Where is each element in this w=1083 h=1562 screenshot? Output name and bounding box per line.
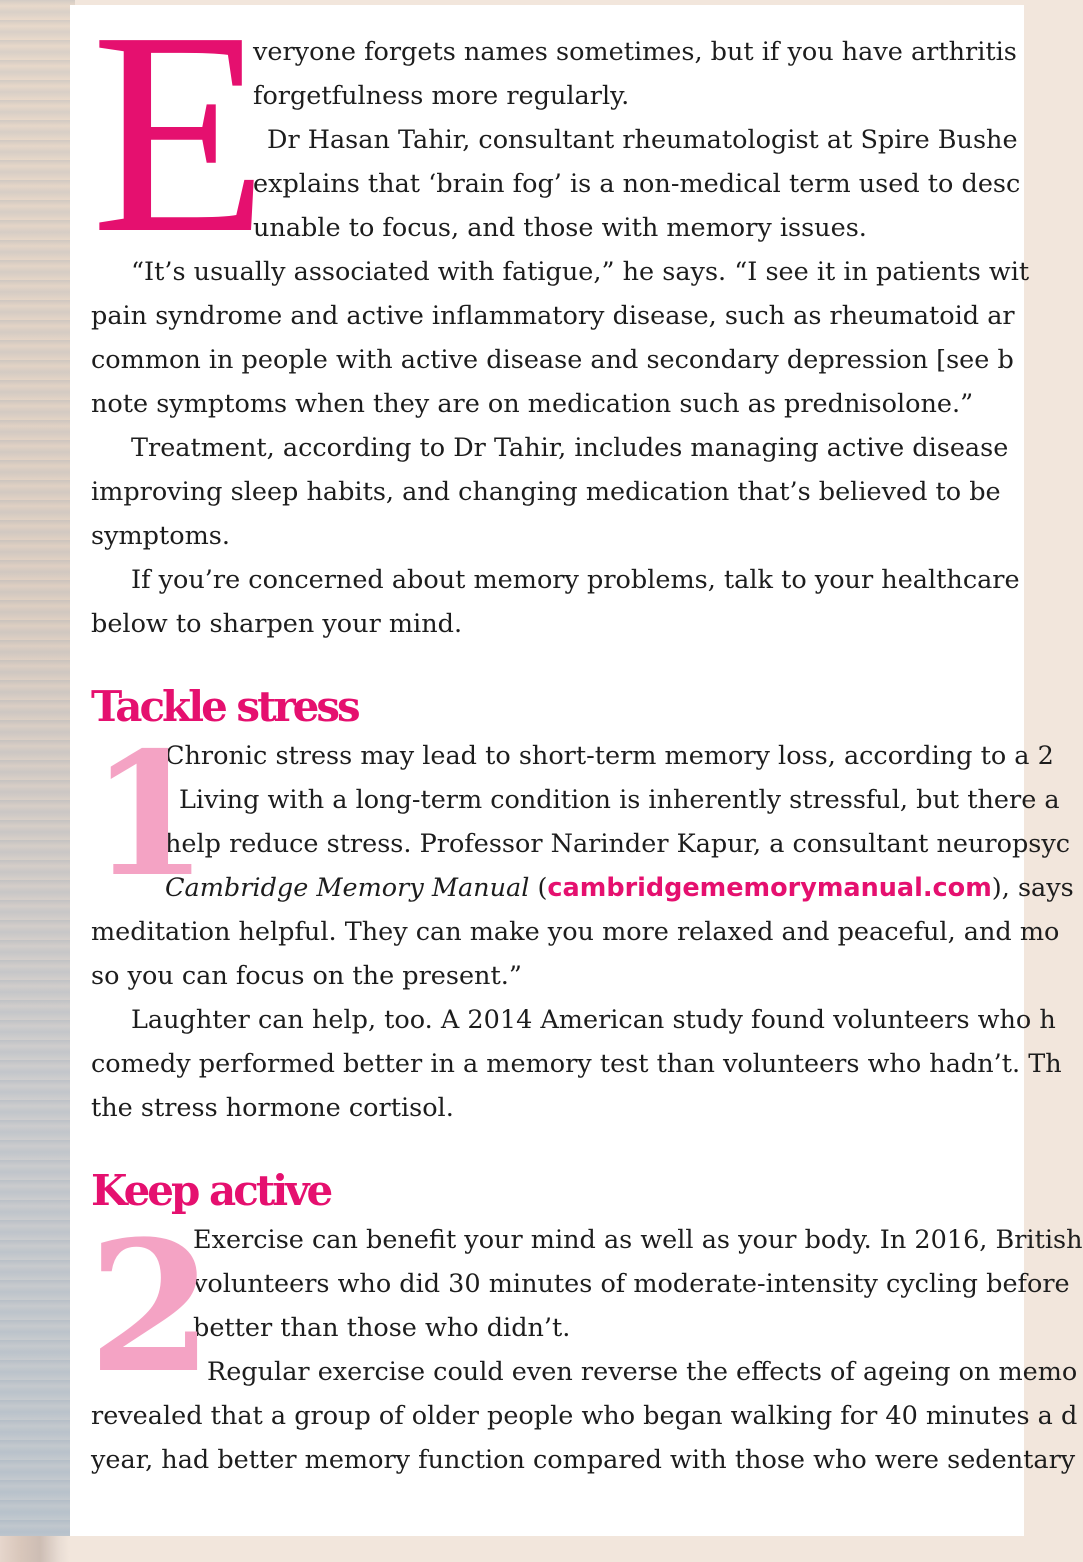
section-line: Regular exercise could even reverse the effects of ageing on memo <box>207 1357 1078 1387</box>
paragraph-line: pain syndrome and active inflammatory disease, such as rheumatoid ar <box>91 301 1015 331</box>
intro-line: veryone forgets names sometimes, but if you have arthritis <box>253 37 1017 67</box>
book-title: Cambridge Memory Manual <box>165 873 530 903</box>
website-link[interactable]: cambridgememorymanual.com <box>547 873 992 903</box>
section-line: year, had better memory function compared with those who were sedentary <box>91 1445 1076 1475</box>
paragraph-line: note symptoms when they are on medication such as prednisolone.” <box>91 389 974 419</box>
section-line: Laughter can help, too. A 2014 American study found volunteers who h <box>131 1005 1056 1035</box>
section-line: volunteers who did 30 minutes of moderate-intensity cycling before <box>193 1269 1070 1299</box>
paragraph-line: “It’s usually associated with fatigue,” he says. “I see it in patients wit <box>131 257 1030 287</box>
section-line: better than those who didn’t. <box>193 1313 571 1343</box>
section-line: comedy performed better in a memory test than volunteers who hadn’t. Th <box>91 1049 1062 1079</box>
paragraph-line: common in people with active disease and secondary depression [see b <box>91 345 1014 375</box>
intro-line: unable to focus, and those with memory issues. <box>253 213 867 243</box>
section-line <box>165 866 1074 910</box>
heading-keep-active: Keep active <box>91 1166 331 1215</box>
background-texture <box>0 0 75 1536</box>
intro-line: forgetfulness more regularly. <box>253 81 630 111</box>
intro-line: Dr Hasan Tahir, consultant rheumatologist at Spire Bushe <box>267 125 1018 155</box>
section-line: Living with a long-term condition is inherently stressful, but there a <box>179 785 1060 815</box>
heading-tackle-stress: Tackle stress <box>91 682 358 731</box>
paragraph-line: improving sleep habits, and changing medication that’s believed to be <box>91 477 1001 507</box>
paragraph-line: Treatment, according to Dr Tahir, includes managing active disease <box>131 433 1009 463</box>
paragraph-line: symptoms. <box>91 521 230 551</box>
section-line: revealed that a group of older people who began walking for 40 minutes a d <box>91 1401 1078 1431</box>
heading-next-section <box>91 1512 103 1562</box>
section-line: Exercise can benefit your mind as well as your body. In 2016, British <box>193 1225 1083 1255</box>
section-number-1: 1 <box>90 715 209 915</box>
intro-line: explains that ‘brain fog’ is a non-medical term used to desc <box>253 169 1021 199</box>
section-line: the stress hormone cortisol. <box>91 1093 454 1123</box>
section-number-2: 2 <box>88 1202 214 1413</box>
section-line: meditation helpful. They can make you more relaxed and peaceful, and mo <box>91 917 1060 947</box>
after-link-text: ), says <box>991 873 1074 903</box>
section-line: help reduce stress. Professor Narinder Kapur, a consultant neuropsyc <box>165 829 1071 859</box>
article-body <box>91 0 1083 1536</box>
drop-cap: E <box>91 0 263 293</box>
section-line: so you can focus on the present.” <box>91 961 522 991</box>
paragraph-line: If you’re concerned about memory problems, talk to your healthcare <box>131 565 1020 595</box>
open-paren: ( <box>529 873 548 903</box>
section-line: Chronic stress may lead to short-term memory loss, according to a 2 <box>165 741 1054 771</box>
paragraph-line: below to sharpen your mind. <box>91 609 463 639</box>
